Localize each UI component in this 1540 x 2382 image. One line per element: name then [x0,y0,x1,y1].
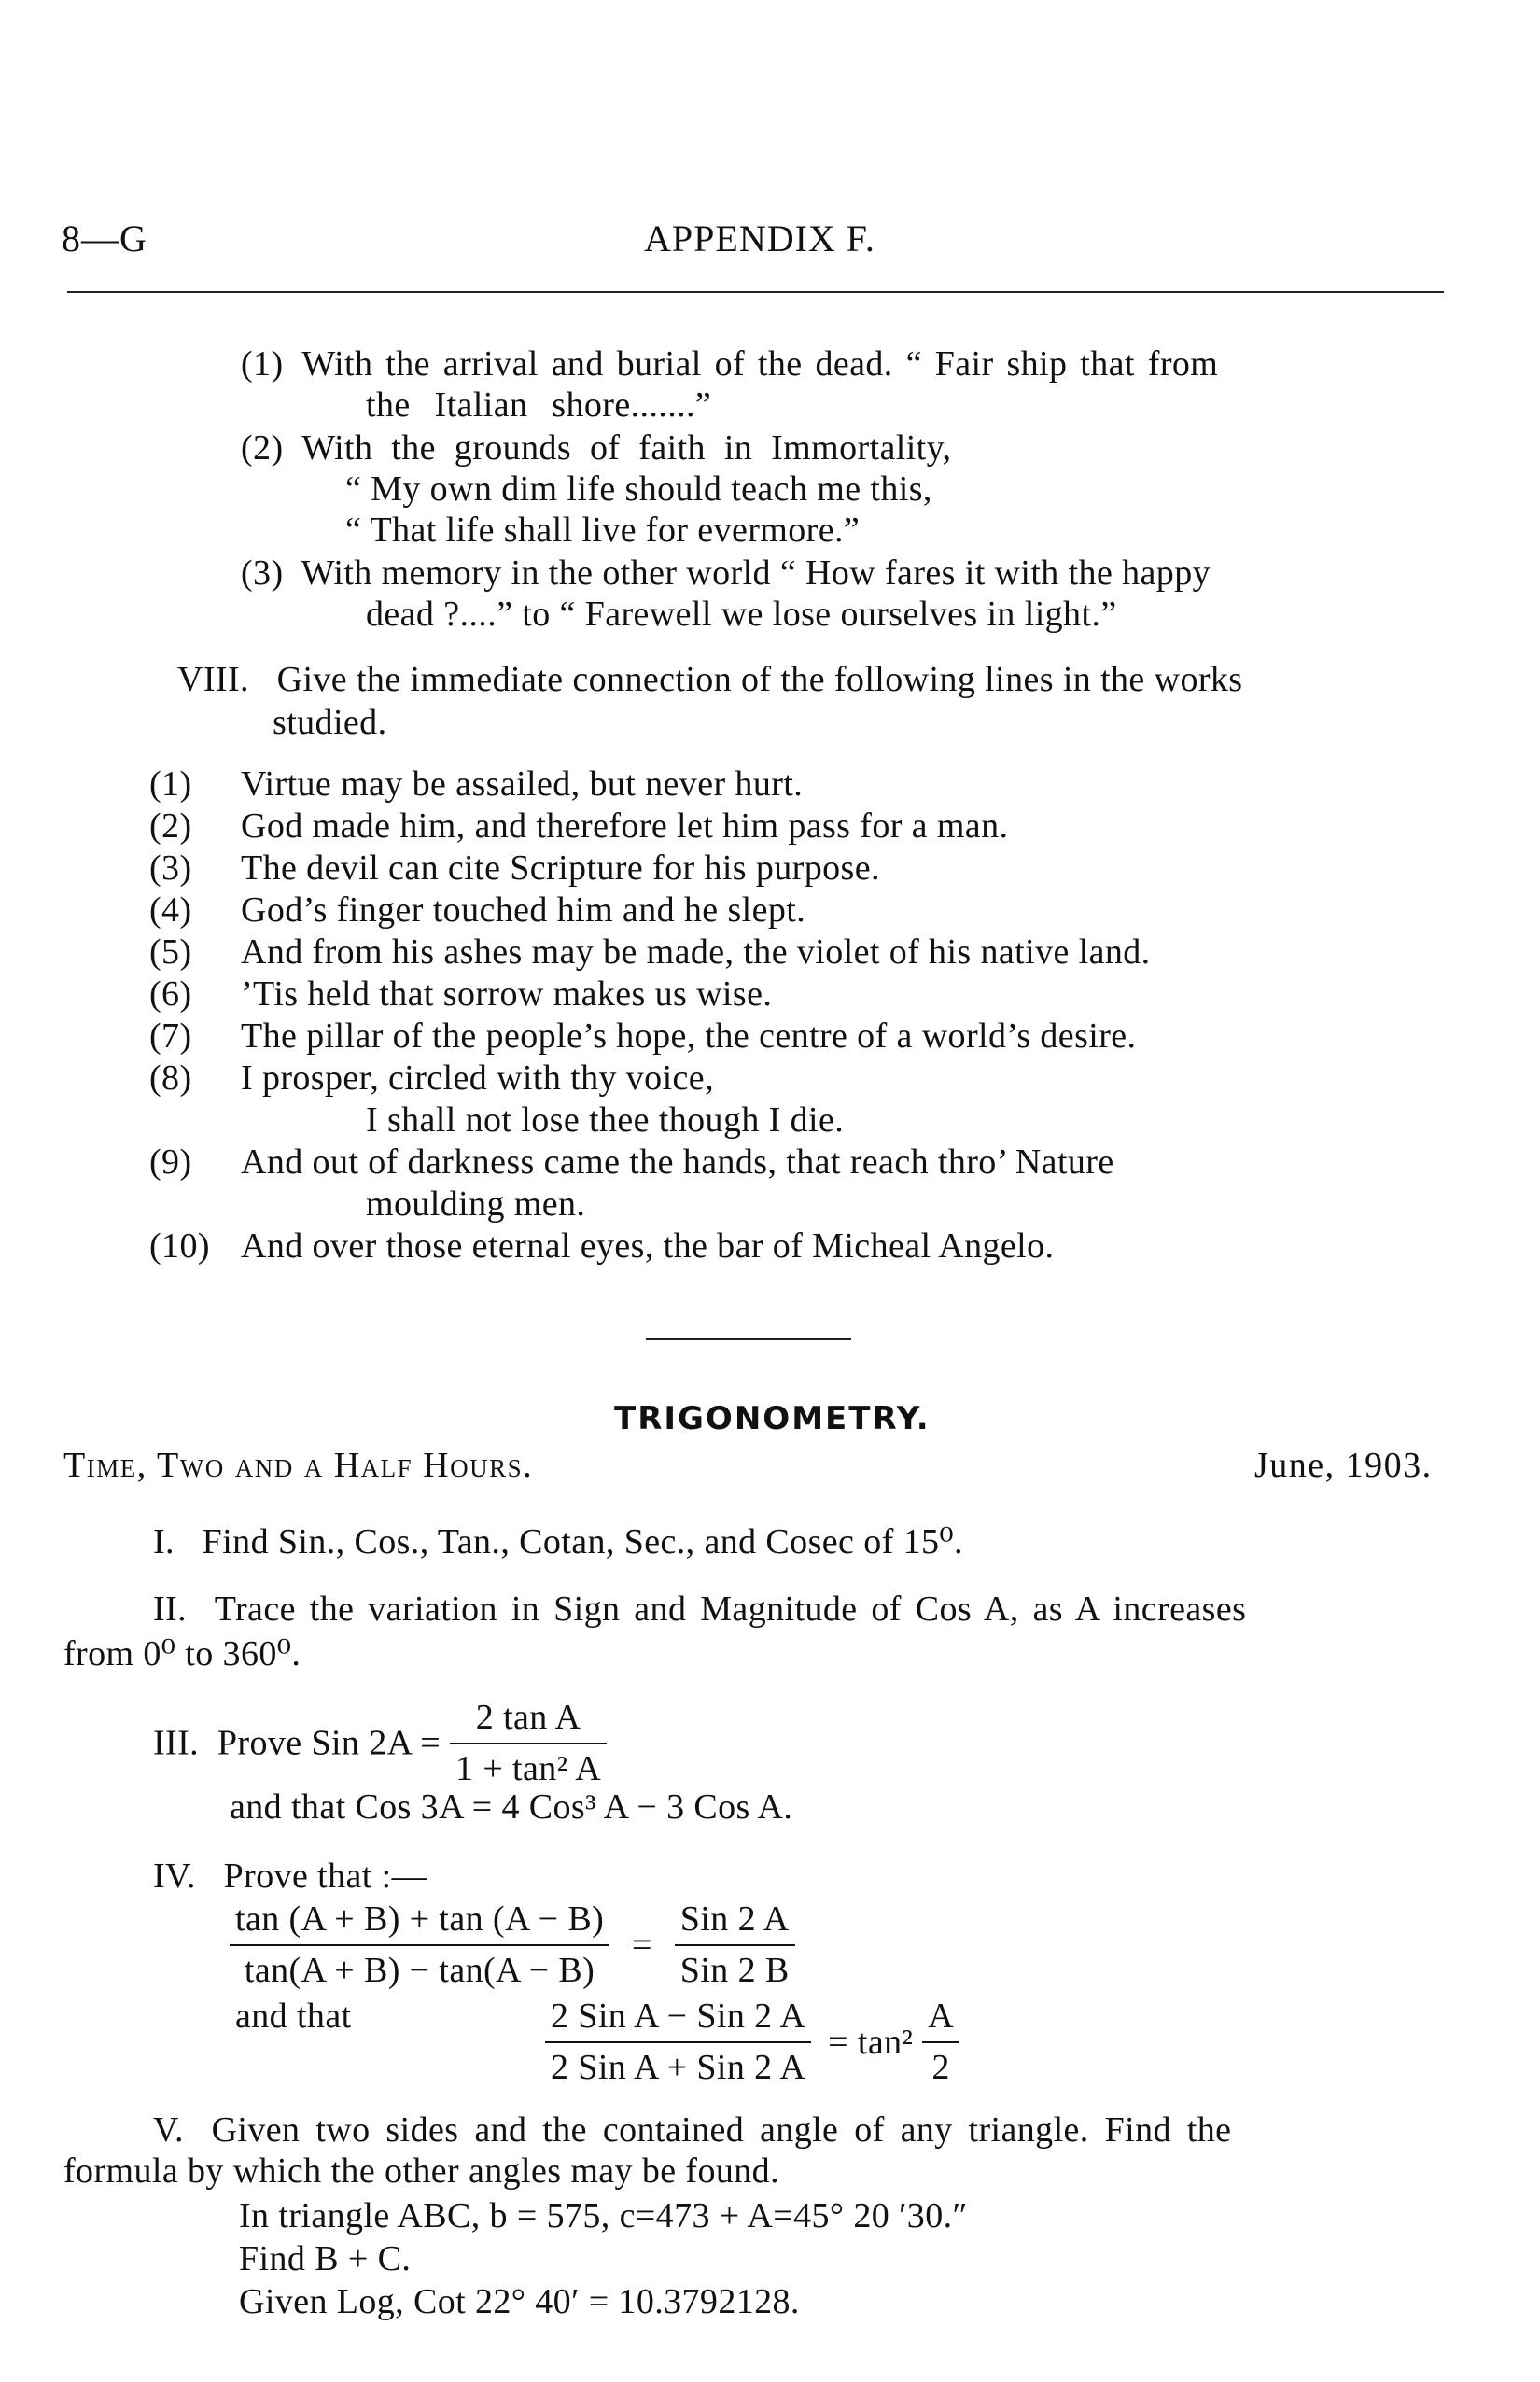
question-text: Prove Sin 2A = [217,1723,441,1763]
question-number: VIII. [177,660,249,699]
item-text: With memory in the other world “ How fares it with the happy [301,553,1211,593]
question-number: I. [153,1522,175,1562]
fraction-lhs [545,1996,811,2089]
viii-line-9: And out of darkness came the hands, that reach thro’ Nature [241,1142,1114,1182]
header-rule [67,291,1444,293]
exam-duration: Time, Two and a Half Hours. [63,1446,534,1485]
denominator: Sin 2 B [675,1944,795,1992]
item-number: (2) [241,428,284,468]
question-text: Trace the variation in Sign and Magnitude of Cos A, as A increases [214,1590,1247,1629]
question-v-cont: formula by which the other angles may be found. [63,2151,779,2191]
viii-line-5: And from his ashes may be made, the violet of his native land. [241,932,1151,972]
equals-sign: = [632,1925,652,1965]
question-v-log: Given Log, Cot 22° 40′ = 10.3792128. [239,2282,800,2321]
viii-line-4: God’s finger touched him and he slept. [241,890,806,930]
viii-line-5-number: (5) [149,932,192,972]
poem-item-3-cont: dead ?....” to “ Farewell we lose ourselves in light.” [366,595,1117,634]
fraction-half-angle [922,1996,959,2089]
item-text: With the arrival and burial of the dead. “ Fair ship that from [301,344,1219,384]
numerator: Sin 2 A [679,1899,790,1939]
poem-item-2-cont-2: “ That life shall live for evermore.” [345,511,861,550]
item-number: (3) [241,553,284,593]
poem-item-3 [241,553,1211,595]
viii-line-8-cont: I shall not lose thee though I die. [366,1100,845,1140]
denominator: 2 [922,2041,959,2089]
viii-line-4-number: (4) [149,890,192,930]
identity-2 [545,1996,959,2089]
viii-line-2: God made him, and therefore let him pass for a man. [241,806,1009,846]
item-text: With the grounds of faith in Immortality, [301,428,952,468]
denominator: 1 + tan² A [450,1743,607,1790]
question-iii [153,1697,607,1790]
poem-item-1 [241,343,1218,385]
question-viii [177,659,1242,701]
fraction [450,1697,607,1790]
question-v-given: In triangle ABC, b = 575, c=473 + A=45° 20 ′30.″ [239,2196,968,2235]
question-text: Give the immediate connection of the following lines in the works [276,660,1243,699]
question-text: Given two sides and the contained angle of any triangle. Find the [211,2110,1232,2150]
tan-squared: = tan² [828,2022,914,2062]
question-v-find: Find B + C. [239,2239,412,2278]
question-text: Prove that :— [223,1857,428,1896]
numerator: 2 Sin A − Sin 2 A [551,1997,806,2036]
page-number: 8—G [62,217,147,259]
section-divider [646,1338,851,1340]
fraction-lhs [230,1899,609,1992]
poem-item-1-cont: the Italian shore.......” [366,385,712,425]
item-number: (1) [241,344,284,384]
question-i [153,1521,963,1563]
poem-item-2 [241,427,951,469]
question-ii-cont: from 0⁰ to 360⁰. [63,1634,301,1674]
viii-line-8: I prosper, circled with thy voice, [241,1058,714,1098]
exam-date: June, 1903. [1254,1446,1433,1485]
question-iv [153,1856,427,1898]
viii-line-10: And over those eternal eyes, the bar of Micheal Angelo. [241,1226,1055,1266]
question-text: Find Sin., Cos., Tan., Cotan, Sec., and Cosec of 15⁰. [202,1522,963,1562]
question-number: IV. [153,1857,196,1896]
viii-line-2-number: (2) [149,806,192,846]
poem-item-2-cont-1: “ My own dim life should teach me this, [345,469,932,509]
numerator: 2 tan A [475,1698,581,1737]
fraction-rhs [675,1899,795,1992]
question-iii-cont: and that Cos 3A = 4 Cos³ A − 3 Cos A. [230,1787,793,1827]
viii-line-3-number: (3) [149,848,192,888]
denominator: 2 Sin A + Sin 2 A [545,2041,811,2089]
numerator: A [928,1997,955,2036]
page-title: APPENDIX F. [644,217,875,259]
viii-line-7-number: (7) [149,1016,192,1056]
section-title: TRIGONOMETRY. [614,1400,931,1437]
viii-line-1: Virtue may be assailed, but never hurt. [241,764,804,804]
viii-line-6: ’Tis held that sorrow makes us wise. [241,974,773,1014]
viii-line-6-number: (6) [149,974,192,1014]
viii-line-3: The devil can cite Scripture for his purpose. [241,848,880,888]
question-number: II. [153,1590,188,1629]
question-ii [153,1589,1246,1631]
viii-line-1-number: (1) [149,764,192,804]
question-v [153,2109,1231,2151]
viii-line-7: The pillar of the people’s hope, the centre of a world’s desire. [241,1016,1137,1056]
viii-line-9-number: (9) [149,1142,192,1182]
viii-line-9-cont: moulding men. [366,1184,586,1224]
question-number: III. [153,1723,200,1763]
numerator: tan (A + B) + tan (A − B) [235,1899,605,1939]
question-viii-cont: studied. [273,703,387,742]
viii-line-8-number: (8) [149,1058,192,1098]
viii-line-10-number: (10) [149,1226,210,1266]
identity-1 [230,1899,795,1992]
question-number: V. [153,2110,184,2150]
and-that-label: and that [235,1997,352,2036]
denominator: tan(A + B) − tan(A − B) [230,1944,609,1992]
